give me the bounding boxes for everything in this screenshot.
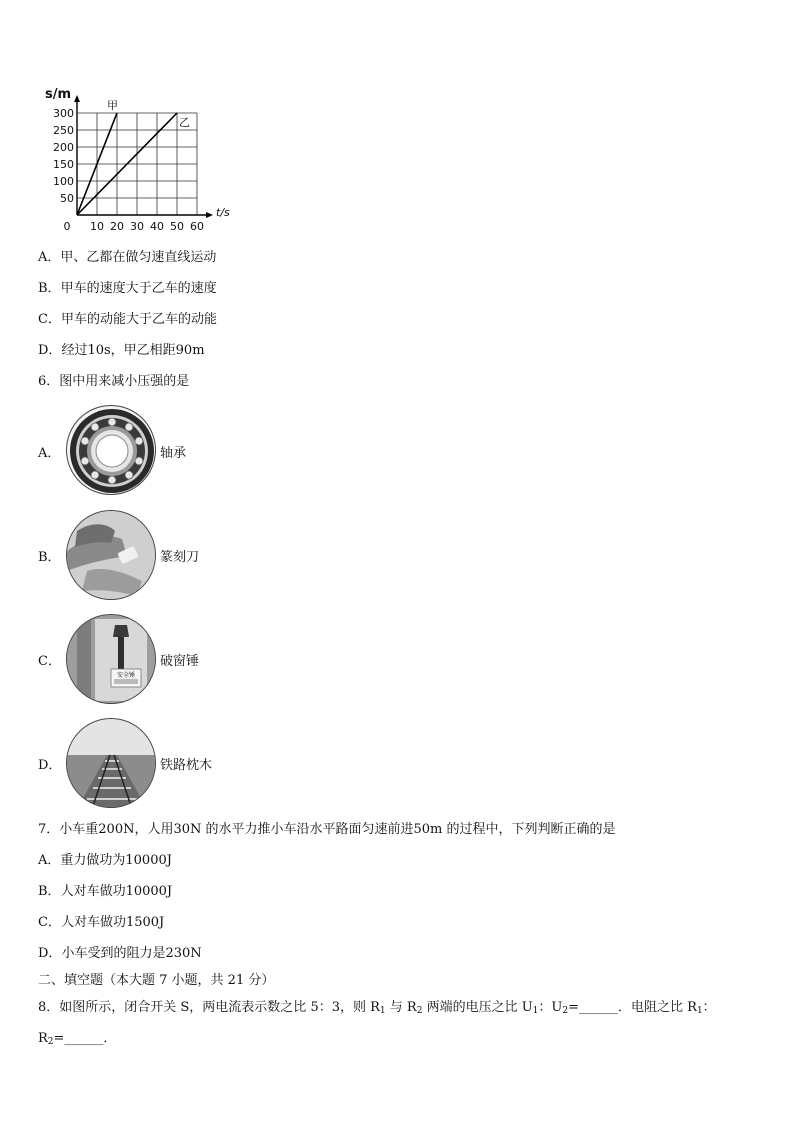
q8-text-6: ： (702, 1000, 716, 1015)
q8-text-1: 8．如图所示，闭合开关 S，两电流表示数之比 5：3，则 R (38, 1000, 380, 1015)
q5-option-b-text: 甲车的速度大于乙车的速度 (60, 281, 217, 296)
window-breaker-hammer-photo (66, 614, 156, 704)
q8-text-4: ：U (538, 1000, 563, 1015)
q5-option-b (38, 281, 217, 297)
q5-option-a-letter: A． (38, 250, 61, 265)
q8-line2-sub: 2 (47, 1037, 54, 1047)
bearing-photo (66, 405, 156, 495)
q6-option-c-label: 破窗锤 (160, 654, 200, 669)
y-tick-label: 150 (53, 158, 74, 171)
y-tick-label: 50 (60, 192, 74, 205)
q5-option-b-letter: B． (38, 281, 61, 296)
y-tick-label: 250 (53, 124, 74, 137)
x-tick-label: 60 (190, 220, 204, 233)
q6-option-a-letter: A． (38, 446, 61, 461)
q7-option-b-letter: B． (38, 884, 61, 899)
q5-option-a (38, 250, 216, 266)
y-tick-label: 200 (53, 141, 74, 154)
q6-option-d-label: 铁路枕木 (160, 758, 213, 773)
x-axis-arrow (206, 212, 213, 218)
series-label-0: 甲 (107, 99, 118, 112)
q8-text-3: 两端的电压之比 U (422, 1000, 533, 1015)
q6-option-b-letter: B． (38, 550, 61, 565)
q8-sub-r1: 1 (379, 1006, 386, 1016)
q5-option-d-text: 经过10s，甲乙相距90m (61, 343, 205, 358)
x-tick-label: 10 (90, 220, 104, 233)
q6-stem: 6．图中用来减小压强的是 (38, 374, 190, 389)
hammer-label-text: 安全锤 (116, 672, 136, 679)
q7-option-a-letter: A． (38, 853, 61, 868)
x-tick-label: 0 (63, 220, 71, 233)
q6-option-a-label: 轴承 (160, 446, 187, 461)
q5-option-c-text: 甲车的动能大于乙车的动能 (60, 312, 217, 327)
y-axis-arrow (74, 95, 80, 102)
q5-option-a-text: 甲、乙都在做匀速直线运动 (60, 250, 217, 265)
q5-option-d-letter: D． (38, 343, 62, 358)
q7-stem: 7．小车重200N，人用30N 的水平力推小车沿水平路面匀速前进50m 的过程中，下列判断正确的是 (38, 822, 616, 837)
q5-option-d (38, 343, 205, 359)
series-label-1: 乙 (179, 116, 190, 129)
q8-sub-u1: 1 (532, 1006, 539, 1016)
q8-line-2 (38, 1031, 116, 1050)
q6-option-c-letter: C． (38, 654, 61, 669)
x-tick-label: 40 (150, 220, 164, 233)
section-2-title: 二、填空题（本大题 7 小题，共 21 分） (38, 973, 275, 988)
q7-option-a (38, 853, 172, 869)
y-tick-label: 100 (53, 175, 74, 188)
q7-option-c-text: 人对车做功1500J (60, 915, 165, 930)
q7-option-b (38, 884, 172, 900)
y-axis-label: s/m (45, 87, 72, 102)
x-tick-label: 50 (170, 220, 184, 233)
x-tick-label: 20 (110, 220, 124, 233)
q8-text-5: =______．电阻之比 R (568, 1000, 697, 1015)
x-tick-label: 30 (130, 220, 144, 233)
y-tick-label: 300 (53, 107, 74, 120)
carving-knife-photo (66, 510, 156, 600)
railway-sleepers-photo (66, 718, 156, 808)
q5-option-c-letter: C． (38, 312, 61, 327)
q7-option-c-letter: C． (38, 915, 61, 930)
q7-option-d (38, 946, 202, 962)
q8-line2-blank: =______． (53, 1031, 117, 1046)
x-axis-label: t/s (216, 206, 230, 219)
q7-option-d-letter: D． (38, 946, 62, 961)
q7-option-c (38, 915, 164, 931)
q8-text-2: 与 R (385, 1000, 417, 1015)
q7-option-a-text: 重力做功为10000J (60, 853, 172, 868)
s-t-graph (30, 80, 230, 240)
q8-sub-r1b: 1 (696, 1006, 703, 1016)
q6-option-b-label: 篆刻刀 (160, 550, 200, 565)
q7-option-b-text: 人对车做功10000J (60, 884, 173, 899)
q5-option-c (38, 312, 217, 328)
q8-sub-u2: 2 (562, 1006, 569, 1016)
q8-line2-r: R (38, 1031, 48, 1046)
q7-option-d-text: 小车受到的阻力是230N (61, 946, 202, 961)
q6-option-d-letter: D． (38, 758, 62, 773)
q8-sub-r2: 2 (416, 1006, 423, 1016)
q8-line-1 (38, 1000, 716, 1019)
